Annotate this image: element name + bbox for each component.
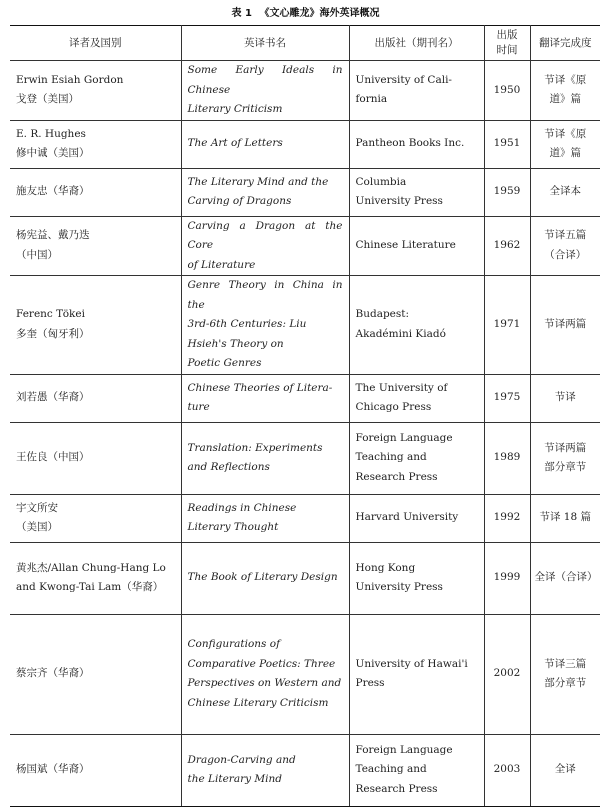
year-cell: 1975 (484, 374, 530, 422)
year-cell: 1959 (484, 168, 530, 216)
completeness-cell: 节译五篇 （合译） (530, 216, 600, 276)
publisher-cell: Columbia University Press (349, 168, 484, 216)
header-year: 出版 时间 (484, 26, 530, 61)
translator-cell: 黄兆杰/Allan Chung-Hang Lo and Kwong-Tai Lam（华裔） (10, 542, 181, 614)
year-cell: 1962 (484, 216, 530, 276)
completeness-cell: 全译（合译） (530, 542, 600, 614)
table-row (10, 374, 600, 422)
translator-cell: 宇文所安 （美国） (10, 494, 181, 542)
translator-cell: 王佐良（中国） (10, 422, 181, 494)
table-row (10, 494, 600, 542)
table-row (10, 61, 600, 121)
publisher-cell: University of Cali- fornia (349, 61, 484, 121)
english-title-cell: Readings in Chinese Literary Thought (181, 494, 349, 542)
year-cell: 1999 (484, 542, 530, 614)
publisher-cell: Foreign Language Teaching and Research Press (349, 422, 484, 494)
year-cell: 1989 (484, 422, 530, 494)
completeness-cell: 节译《原 道》篇 (530, 120, 600, 168)
completeness-cell: 节译 (530, 374, 600, 422)
translations-table (10, 25, 600, 807)
table-caption (0, 4, 611, 19)
year-cell: 2002 (484, 614, 530, 734)
completeness-cell: 节译三篇 部分章节 (530, 614, 600, 734)
completeness-cell: 节译 18 篇 (530, 494, 600, 542)
table-number: 表 1 (231, 8, 252, 19)
completeness-cell: 节译两篇 部分章节 (530, 422, 600, 494)
table-header-row (10, 26, 600, 61)
publisher-cell: Pantheon Books Inc. (349, 120, 484, 168)
english-title-cell: Configurations of Comparative Poetics: Three Perspectives on Western and Chinese Literary Criticism (181, 614, 349, 734)
table-row (10, 422, 600, 494)
english-title-cell: The Literary Mind and the Carving of Dragons (181, 168, 349, 216)
publisher-cell: Hong Kong University Press (349, 542, 484, 614)
completeness-cell: 全译本 (530, 168, 600, 216)
translator-cell: 刘若愚（华裔） (10, 374, 181, 422)
translator-cell: 施友忠（华裔） (10, 168, 181, 216)
header-completeness: 翻译完成度 (530, 26, 600, 61)
table-title: 《文心雕龙》海外英译概况 (259, 8, 380, 19)
header-publisher: 出版社（期刊名） (349, 26, 484, 61)
english-title-cell: Carving a Dragon at the Core of Literature (181, 216, 349, 276)
header-english-title: 英译书名 (181, 26, 349, 61)
year-cell: 1951 (484, 120, 530, 168)
publisher-cell: University of Hawai'i Press (349, 614, 484, 734)
table-row (10, 734, 600, 806)
translator-cell: 杨宪益、戴乃迭 （中国） (10, 216, 181, 276)
completeness-cell: 全译 (530, 734, 600, 806)
publisher-cell: Harvard University (349, 494, 484, 542)
year-cell: 1992 (484, 494, 530, 542)
translator-cell: 蔡宗齐（华裔） (10, 614, 181, 734)
translator-cell: E. R. Hughes 修中诚（美国） (10, 120, 181, 168)
year-cell: 2003 (484, 734, 530, 806)
table-row (10, 120, 600, 168)
english-title-cell: Translation: Experiments and Reflections (181, 422, 349, 494)
table-row (10, 542, 600, 614)
english-title-cell: The Art of Letters (181, 120, 349, 168)
header-translator: 译者及国别 (10, 26, 181, 61)
publisher-cell: Budapest: Akadémini Kiadó (349, 276, 484, 375)
table-row (10, 216, 600, 276)
english-title-cell: Some Early Ideals in Chinese Literary Criticism (181, 61, 349, 121)
table-row (10, 614, 600, 734)
table-row (10, 168, 600, 216)
english-title-cell: Dragon-Carving and the Literary Mind (181, 734, 349, 806)
english-title-cell: Chinese Theories of Litera- ture (181, 374, 349, 422)
english-title-cell: Genre Theory in China in the 3rd-6th Centuries: Liu Hsieh's Theory on Poetic Genres (181, 276, 349, 375)
year-cell: 1971 (484, 276, 530, 375)
publisher-cell: Chinese Literature (349, 216, 484, 276)
year-cell: 1950 (484, 61, 530, 121)
translator-cell: 杨国斌（华裔） (10, 734, 181, 806)
completeness-cell: 节译《原 道》篇 (530, 61, 600, 121)
translator-cell: Ferenc Tökei 多奎（匈牙利） (10, 276, 181, 375)
publisher-cell: The University of Chicago Press (349, 374, 484, 422)
publisher-cell: Foreign Language Teaching and Research Press (349, 734, 484, 806)
completeness-cell: 节译两篇 (530, 276, 600, 375)
translator-cell: Erwin Esiah Gordon 戈登（美国） (10, 61, 181, 121)
table-row (10, 276, 600, 375)
english-title-cell: The Book of Literary Design (181, 542, 349, 614)
